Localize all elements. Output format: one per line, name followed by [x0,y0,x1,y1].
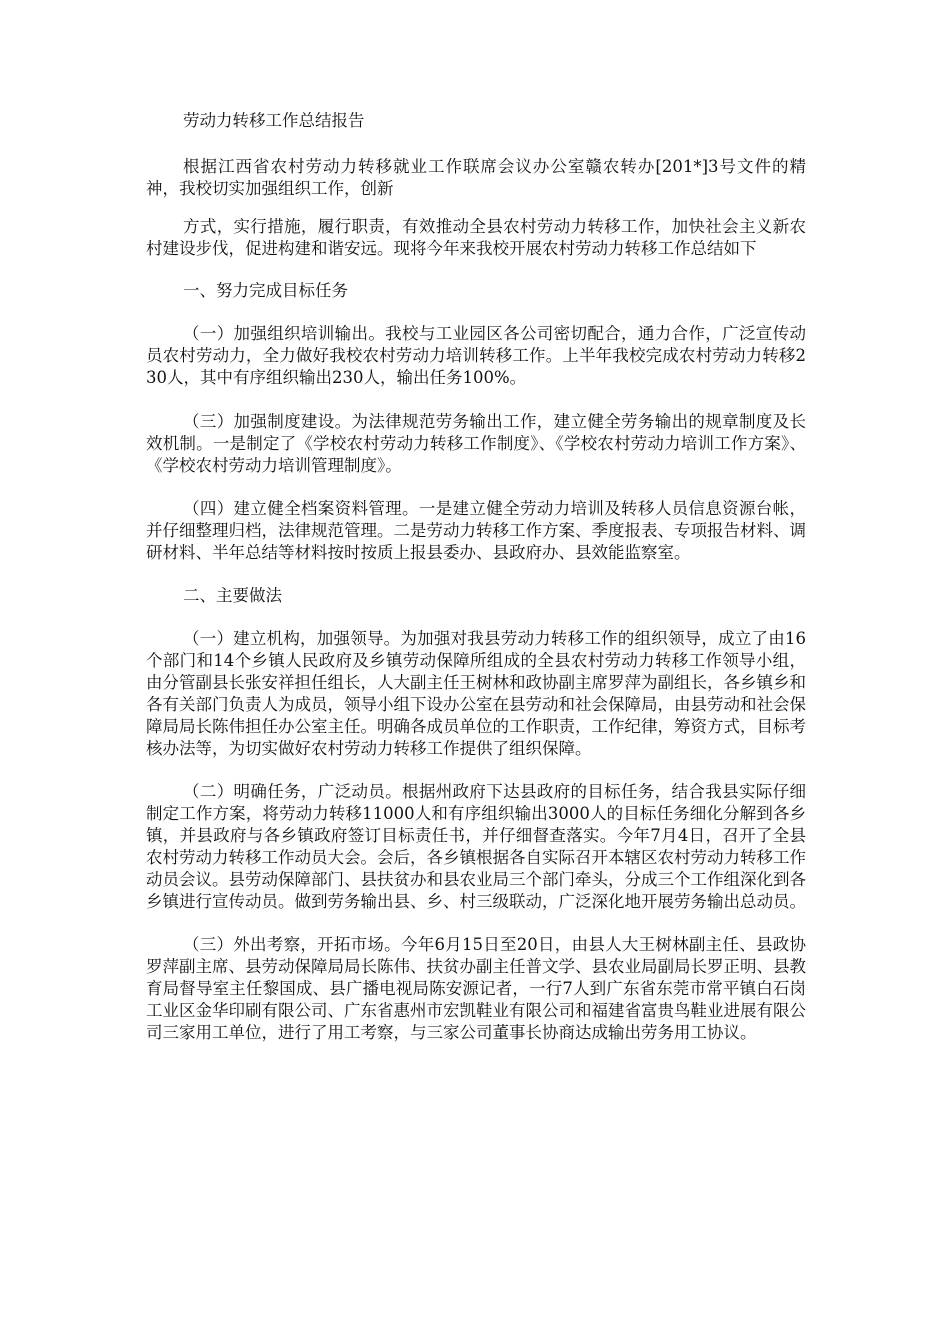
paragraph-market-research: （三）外出考察，开拓市场。今年6月15日至20日，由县人大王树林副主任、县政协罗萍副主席、县劳动保障局局长陈伟、扶贫办副主任普文学、县农业局副局长罗正明、县教育局督导室主任黎国成、县广播电视局陈安源记者，一行7人到广东省东莞市常平镇白石岗工业区金华印刷有限公司、广东省惠州市宏凯鞋业有限公司和福建省富贵鸟鞋业进展有限公司三家用工单位，进行了用工考察，与三家公司董事长协商达成输出劳务用工协议。 [146,935,806,1042]
paragraph-intro-continued: 方式，实行措施，履行职责，有效推动全县农村劳动力转移工作，加快社会主义新农村建设步伐，促进构建和谐安远。现将今年来我校开展农村劳动力转移工作总结如下 [146,217,806,258]
paragraph-system-building: （三）加强制度建设。为法律规范劳务输出工作，建立健全劳务输出的规章制度及长效机制。一是制定了《学校农村劳动力转移工作制度》、《学校农村劳动力培训工作方案》、《学校农村劳动力培训管理制度》。 [146,412,806,475]
section-heading-1: 一、努力完成目标任务 [183,281,348,300]
section-heading-2: 二、主要做法 [183,586,282,605]
document-body [146,110,806,1044]
paragraph-intro: 根据江西省农村劳动力转移就业工作联席会议办公室赣农转办[201*]3号文件的精神，我校切实加强组织工作，创新 [146,157,806,198]
paragraph-training-output: （一）加强组织培训输出。我校与工业园区各公司密切配合，通力合作，广泛宣传动员农村劳动力，全力做好我校农村劳动力培训转移工作。上半年我校完成农村劳动力转移230人，其中有序组织输出230人，输出任务100%。 [146,324,806,387]
paragraph-mobilization: （二）明确任务，广泛动员。根据州政府下达县政府的目标任务，结合我县实际仔细制定工作方案，将劳动力转移11000人和有序组织输出3000人的目标任务细化分解到各乡镇，并县政府与各乡镇政府签订目标责任书，并仔细督查落实。今年7月4日，召开了全县农村劳动力转移工作动员大会。会后，各乡镇根据各自实际召开本辖区农村劳动力转移工作动员会议。县劳动保障部门、县扶贫办和县农业局三个部门牵头，分成三个工作组深化到各乡镇进行宣传动员。做到劳务输出县、乡、村三级联动，广泛深化地开展劳务输出总动员。 [146,782,806,911]
document-title: 劳动力转移工作总结报告 [183,111,365,130]
paragraph-organization: （一）建立机构，加强领导。为加强对我县劳动力转移工作的组织领导，成立了由16个部门和14个乡镇人民政府及乡镇劳动保障所组成的全县农村劳动力转移工作领导小组，由分管副县长张安祥担任组长，人大副主任王树林和政协副主席罗萍为副组长，各乡镇乡和各有关部门负责人为成员，领导小组下设办公室在县劳动和社会保障局，由县劳动和社会保障局局长陈伟担任办公室主任。明确各成员单位的工作职责，工作纪律，筹资方式，目标考核办法等，为切实做好农村劳动力转移工作提供了组织保障。 [146,629,806,758]
paragraph-archive-management: （四）建立健全档案资料管理。一是建立健全劳动力培训及转移人员信息资源台帐，并仔细整理归档，法律规范管理。二是劳动力转移工作方案、季度报表、专项报告材料、调研材料、半年总结等材料按时按质上报县委办、县政府办、县效能监察室。 [146,499,806,562]
